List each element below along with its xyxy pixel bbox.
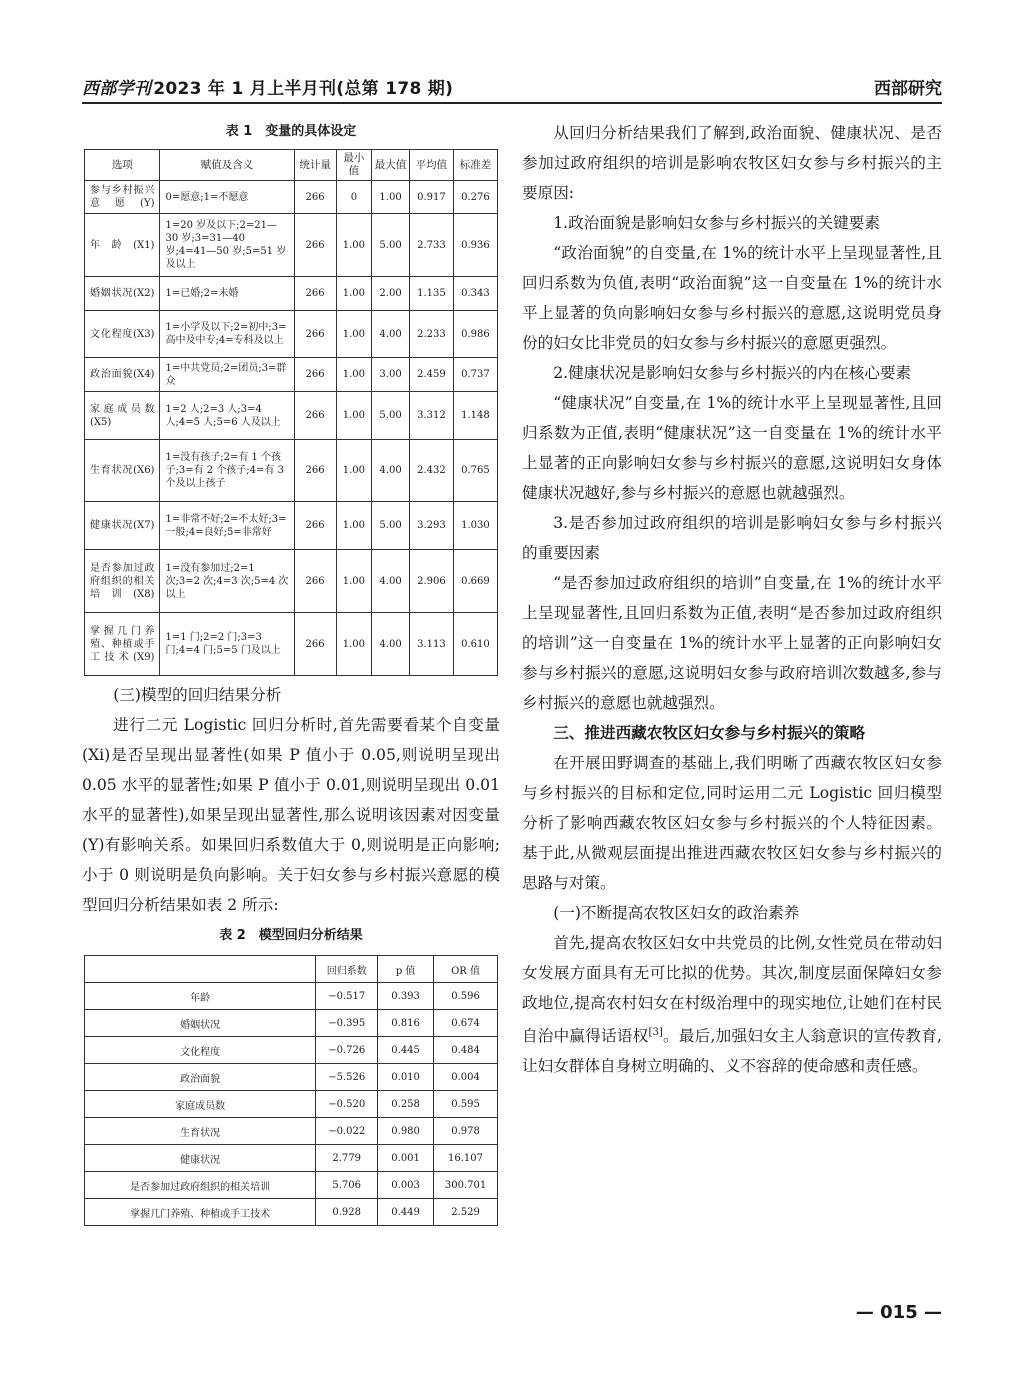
table2-row — [85, 1145, 498, 1172]
table1-cell-min: 1.00 — [336, 392, 372, 440]
paragraph: “是否参加过政府组织的培训”自变量,在 1%的统计水平上呈现显著性,且回归系数为正值,表明“是否参加过政府组织的培训”这一自变量在 1%的统计水平上显著的正向影响妇女参与乡村振兴的意愿,这说明妇女参与政府培训次数越多,参与乡村振兴的意愿也就越强烈。 — [522, 574, 942, 712]
table2-cell-name: 生育状况 — [85, 1118, 316, 1145]
table1-cell-n: 266 — [294, 392, 336, 440]
table2-cell-p: 0.816 — [378, 1010, 434, 1037]
table2-header-row — [85, 956, 498, 983]
regression-paragraph — [82, 710, 500, 920]
table2-header-cell: OR 值 — [434, 956, 498, 983]
table1-cell-var: 政治面貌(X4) — [85, 358, 160, 392]
table1-header-cell: 平均值 — [409, 150, 453, 181]
table1-cell-min: 1.00 — [336, 358, 372, 392]
table1-row — [85, 214, 498, 277]
table1-row — [85, 181, 498, 214]
table1-cell-n: 266 — [294, 502, 336, 550]
table1-header-cell: 赋值及含义 — [160, 150, 294, 181]
table1-cell-var: 年龄(X1) — [85, 214, 160, 277]
paragraph-text: 首先,提高农牧区妇女中共党员的比例,女性党员在带动妇女发展方面具有无可比拟的优势。其次,制度层面保障妇女参政地位,提高农村妇女在村级治理中的现实地位,让她们在村民自治中赢得话语权 — [522, 934, 942, 1046]
table1-row — [85, 550, 498, 613]
table1-cell-sd: 0.276 — [453, 181, 497, 214]
table2-header-cell: p 值 — [378, 956, 434, 983]
running-header — [82, 74, 942, 98]
table1-cell-mean: 2.432 — [409, 440, 453, 502]
table1-cell-desc: 0=愿意;1=不愿意 — [160, 181, 294, 214]
table1-cell-max: 4.00 — [372, 311, 410, 358]
table1-cell-var: 文化程度(X3) — [85, 311, 160, 358]
table2-row — [85, 983, 498, 1010]
table2-cell-coef: −0.520 — [316, 1091, 378, 1118]
table1-cell-mean: 3.293 — [409, 502, 453, 550]
table2-cell-coef: 0.928 — [316, 1199, 378, 1226]
table2-cell-or: 0.596 — [434, 983, 498, 1010]
table1-cell-n: 266 — [294, 358, 336, 392]
table1-cell-desc: 1=已婚;2=未婚 — [160, 277, 294, 311]
subheading: 2.健康状况是影响妇女参与乡村振兴的内在核心要素 — [553, 364, 912, 382]
table2-cell-coef: −0.022 — [316, 1118, 378, 1145]
table1-cell-n: 266 — [294, 440, 336, 502]
journal-issue — [82, 74, 453, 99]
paragraph: “政治面貌”的自变量,在 1%的统计水平上呈现显著性,且回归系数为负值,表明“政治面貌”这一自变量在 1%的统计水平上显著的负向影响妇女参与乡村振兴的意愿,这说明党员身份的妇女比非党员的妇女参与乡村振兴的意愿更强烈。 — [522, 244, 942, 352]
table1-cell-var: 婚姻状况(X2) — [85, 277, 160, 311]
table2-cell-or: 0.004 — [434, 1064, 498, 1091]
table2-cell-or: 16.107 — [434, 1145, 498, 1172]
table2-cell-or: 0.595 — [434, 1091, 498, 1118]
table1-cell-n: 266 — [294, 613, 336, 676]
table2-cell-p: 0.445 — [378, 1037, 434, 1064]
paragraph-text: 。最后,加强妇女主人翁意识的宣传教育,让妇女群体自身树立明确的、义不容辞的使命感和责任感。 — [522, 1027, 942, 1076]
table1-cell-mean: 2.906 — [409, 550, 453, 613]
table2-cell-p: 0.003 — [378, 1172, 434, 1199]
table2-cell-or: 0.978 — [434, 1118, 498, 1145]
table2-cell-coef: −0.726 — [316, 1037, 378, 1064]
table2-header-cell — [85, 956, 316, 983]
paragraph: 在开展田野调查的基础上,我们明晰了西藏农牧区妇女参与乡村振兴的目标和定位,同时运用二元 Logistic 回归模型分析了影响西藏农牧区妇女参与乡村振兴的个人特征因素。基于此,从微观层面提出推进西藏农牧区妇女参与乡村振兴的思路与对策。 — [522, 754, 942, 892]
table1-cell-sd: 0.669 — [453, 550, 497, 613]
table2-cell-or: 0.484 — [434, 1037, 498, 1064]
table2-cell-or: 300.701 — [434, 1172, 498, 1199]
issue-label: 2023 年 1 月上半月刊(总第 178 期) — [153, 79, 454, 99]
table2-cell-or: 2.529 — [434, 1199, 498, 1226]
table2-cell-name: 年龄 — [85, 983, 316, 1010]
table2-header-cell: 回归系数 — [316, 956, 378, 983]
table1-cell-max: 4.00 — [372, 613, 410, 676]
table1-cell-max: 4.00 — [372, 440, 410, 502]
table1-row — [85, 502, 498, 550]
table1-cell-n: 266 — [294, 311, 336, 358]
table1-row — [85, 277, 498, 311]
table2-cell-coef: 2.779 — [316, 1145, 378, 1172]
table1-cell-min: 1.00 — [336, 311, 372, 358]
table2-row — [85, 1037, 498, 1064]
table1-cell-desc: 1=没有参加过;2=1 次;3=2 次;4=3 次;5=4 次以上 — [160, 550, 294, 613]
table1-cell-min: 1.00 — [336, 214, 372, 277]
table2-cell-name: 文化程度 — [85, 1037, 316, 1064]
header-rule — [82, 102, 942, 104]
table1-cell-var: 家庭成员数(X5) — [85, 392, 160, 440]
table1-row — [85, 311, 498, 358]
table1-cell-sd: 1.030 — [453, 502, 497, 550]
table1-cell-n: 266 — [294, 214, 336, 277]
section-heading: 三、推进西藏农牧区妇女参与乡村振兴的策略 — [553, 724, 866, 742]
table1-cell-max: 1.00 — [372, 181, 410, 214]
table1 — [84, 149, 498, 676]
table2-cell-coef: 5.706 — [316, 1172, 378, 1199]
table2-cell-name: 婚姻状况 — [85, 1010, 316, 1037]
table1-cell-var: 掌握几门养殖、种植或手工技术(X9) — [85, 613, 160, 676]
table1-header-cell: 统计量 — [294, 150, 336, 181]
table1-row — [85, 392, 498, 440]
table1-row — [85, 440, 498, 502]
table1-cell-n: 266 — [294, 550, 336, 613]
table2-cell-coef: −5.526 — [316, 1064, 378, 1091]
table1-cell-min: 1.00 — [336, 440, 372, 502]
table1-cell-mean: 3.113 — [409, 613, 453, 676]
table1-cell-mean: 2.459 — [409, 358, 453, 392]
left-column — [82, 120, 500, 1226]
table2-cell-name: 健康状况 — [85, 1145, 316, 1172]
table2-cell-coef: −0.517 — [316, 983, 378, 1010]
table1-header-cell: 最大值 — [372, 150, 410, 181]
table1-cell-sd: 0.610 — [453, 613, 497, 676]
table1-header-row — [85, 150, 498, 181]
table2-row — [85, 1010, 498, 1037]
paragraph: 从回归分析结果我们了解到,政治面貌、健康状况、是否参加过政府组织的培训是影响农牧区妇女参与乡村振兴的主要原因: — [522, 124, 942, 202]
table1-title: 表 1 变量的具体设定 — [225, 124, 357, 139]
table2-cell-p: 0.258 — [378, 1091, 434, 1118]
table1-cell-desc: 1=1 门;2=2 门;3=3 门;4=4 门;5=5 门及以上 — [160, 613, 294, 676]
table2-row — [85, 1091, 498, 1118]
table1-cell-min: 0 — [336, 181, 372, 214]
table2-cell-name: 是否参加过政府组织的相关培训 — [85, 1172, 316, 1199]
table1-cell-desc: 1=2 人;2=3 人;3=4 人;4=5 人;5=6 人及以上 — [160, 392, 294, 440]
table1-cell-max: 4.00 — [372, 550, 410, 613]
right-column — [522, 118, 942, 1081]
table1-cell-var: 生育状况(X6) — [85, 440, 160, 502]
table2-cell-or: 0.674 — [434, 1010, 498, 1037]
table2-cell-p: 0.001 — [378, 1145, 434, 1172]
table1-cell-min: 1.00 — [336, 277, 372, 311]
subheading: 3.是否参加过政府组织的培训是影响妇女参与乡村振兴的重要因素 — [522, 514, 942, 562]
table1-header-cell: 标准差 — [453, 150, 497, 181]
section-subhead-regression: (三)模型的回归结果分析 — [113, 686, 282, 704]
table2-cell-name: 掌握几门养殖、种植或手工技术 — [85, 1199, 316, 1226]
table1-cell-desc: 1=小学及以下;2=初中;3=高中及中专;4=专科及以上 — [160, 311, 294, 358]
table2-cell-p: 0.980 — [378, 1118, 434, 1145]
table1-cell-mean: 3.312 — [409, 392, 453, 440]
table1-header-cell: 选项 — [85, 150, 160, 181]
subheading: 1.政治面貌是影响妇女参与乡村振兴的关键要素 — [553, 214, 880, 232]
table1-cell-sd: 1.148 — [453, 392, 497, 440]
regression-text: 进行二元 Logistic 回归分析时,首先需要看某个自变量(Xi)是否呈现出显著性(如果 P 值小于 0.05,则说明呈现出 0.05 水平的显著性;如果 P 值小于 0.01,则说明呈现出 0.01 水平的显著性),如果呈现出显著性,那么说明该因素对因变量(Y)有影响关系。如果回归系数值大于 0,则说明是正向影响;小于 0 则说明是负向影响。关于妇女参与乡村振兴意愿的模型回归分析结果如表 2 所示: — [82, 716, 500, 914]
table1-cell-n: 266 — [294, 181, 336, 214]
table1-cell-min: 1.00 — [336, 613, 372, 676]
table2-cell-p: 0.449 — [378, 1199, 434, 1226]
section-subhead-political: (一)不断提高农牧区妇女的政治素养 — [553, 904, 800, 922]
table1-cell-mean: 0.917 — [409, 181, 453, 214]
table1-row — [85, 613, 498, 676]
table1-cell-desc: 1=中共党员;2=团员;3=群众 — [160, 358, 294, 392]
journal-logo: 西部学刊 — [82, 79, 152, 99]
page-number: — 015 — — [855, 1302, 942, 1323]
table2-title: 表 2 模型回归分析结果 — [219, 928, 363, 943]
table2-row — [85, 1199, 498, 1226]
paragraph: “健康状况”自变量,在 1%的统计水平上呈现显著性,且回归系数为正值,表明“健康状况”这一自变量在 1%的统计水平上显著的正向影响妇女参与乡村振兴的意愿,这说明妇女身体健康状况越好,参与乡村振兴的意愿也就越强烈。 — [522, 394, 942, 502]
table1-cell-max: 5.00 — [372, 502, 410, 550]
table1-cell-max: 5.00 — [372, 392, 410, 440]
table1-cell-sd: 0.765 — [453, 440, 497, 502]
paragraph-final — [522, 928, 942, 1081]
table2-row — [85, 1064, 498, 1091]
table1-cell-sd: 0.986 — [453, 311, 497, 358]
table2-cell-name: 政治面貌 — [85, 1064, 316, 1091]
table1-cell-sd: 0.737 — [453, 358, 497, 392]
section-label: 西部研究 — [874, 79, 942, 99]
table1-cell-mean: 2.733 — [409, 214, 453, 277]
table1-cell-mean: 1.135 — [409, 277, 453, 311]
table1-cell-mean: 2.233 — [409, 311, 453, 358]
table2-cell-p: 0.393 — [378, 983, 434, 1010]
table2-row — [85, 1118, 498, 1145]
table1-cell-desc: 1=非常不好;2=不太好;3=一般;4=良好;5=非常好 — [160, 502, 294, 550]
table1-cell-var: 是否参加过政府组织的相关培训(X8) — [85, 550, 160, 613]
table2 — [84, 955, 498, 1226]
table1-cell-min: 1.00 — [336, 550, 372, 613]
table2-cell-name: 家庭成员数 — [85, 1091, 316, 1118]
table2-row — [85, 1172, 498, 1199]
table1-cell-sd: 0.343 — [453, 277, 497, 311]
citation-ref: [3] — [648, 1027, 663, 1038]
table1-header-cell: 最小值 — [336, 150, 372, 181]
table1-cell-max: 5.00 — [372, 214, 410, 277]
table1-cell-min: 1.00 — [336, 502, 372, 550]
table1-cell-var: 参与乡村振兴意愿(Y) — [85, 181, 160, 214]
table1-cell-desc: 1=20 岁及以下;2=21—30 岁;3=31—40 岁;4=41—50 岁;5=51 岁及以上 — [160, 214, 294, 277]
table1-cell-n: 266 — [294, 277, 336, 311]
table2-cell-p: 0.010 — [378, 1064, 434, 1091]
table1-cell-var: 健康状况(X7) — [85, 502, 160, 550]
table1-cell-max: 3.00 — [372, 358, 410, 392]
table1-cell-desc: 1=没有孩子;2=有 1 个孩子;3=有 2 个孩子;4=有 3 个及以上孩子 — [160, 440, 294, 502]
table2-cell-coef: −0.395 — [316, 1010, 378, 1037]
table1-row — [85, 358, 498, 392]
table1-cell-max: 2.00 — [372, 277, 410, 311]
table1-cell-sd: 0.936 — [453, 214, 497, 277]
